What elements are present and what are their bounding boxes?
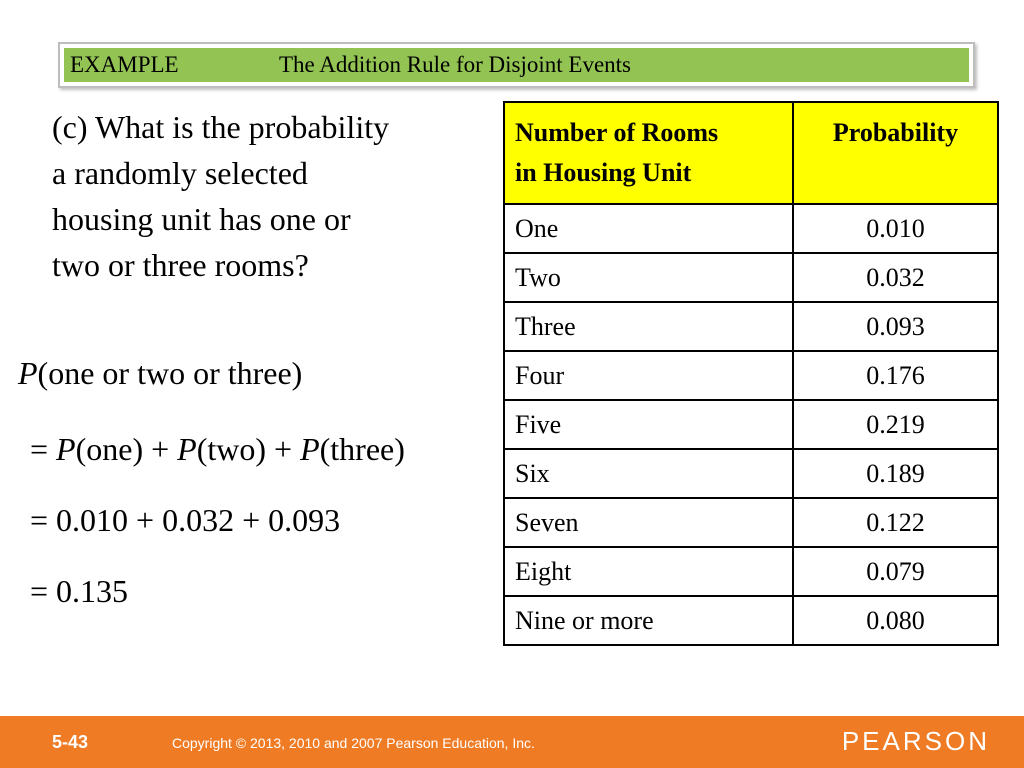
- probability-cell: 0.079: [793, 547, 998, 596]
- table-header-row: [504, 102, 998, 204]
- rooms-cell: Three: [504, 302, 793, 351]
- probability-cell: 0.093: [793, 302, 998, 351]
- probability-cell: 0.219: [793, 400, 998, 449]
- calc-part: (three): [319, 431, 405, 467]
- event-text: (one or two or three): [37, 355, 303, 391]
- rooms-cell: Five: [504, 400, 793, 449]
- question-text: [52, 104, 492, 288]
- table-row: [504, 302, 998, 351]
- prob-symbol: P: [177, 431, 197, 467]
- column-header-rooms: [504, 102, 793, 204]
- table-row: [504, 351, 998, 400]
- table-row: [504, 400, 998, 449]
- prob-symbol: P: [56, 431, 76, 467]
- question-line: housing unit has one or: [52, 201, 351, 237]
- probability-cell: 0.189: [793, 449, 998, 498]
- question-line: two or three rooms?: [52, 247, 309, 283]
- rooms-cell: Eight: [504, 547, 793, 596]
- calc-line-result: = 0.135: [30, 573, 129, 609]
- calc-part: (two) +: [196, 431, 301, 467]
- rooms-cell: Four: [504, 351, 793, 400]
- probability-cell: 0.010: [793, 204, 998, 253]
- prob-symbol: P: [18, 355, 38, 391]
- footer-bar: [0, 716, 1024, 768]
- rooms-cell: Seven: [504, 498, 793, 547]
- column-header-probability: Probability: [793, 102, 998, 204]
- rooms-cell: Six: [504, 449, 793, 498]
- example-banner-fill: [64, 48, 969, 82]
- calc-part: (one) +: [75, 431, 178, 467]
- probability-cell: 0.176: [793, 351, 998, 400]
- table-row: [504, 596, 998, 645]
- table-row: [504, 449, 998, 498]
- copyright-text: Copyright © 2013, 2010 and 2007 Pearson Education, Inc.: [172, 735, 535, 751]
- column-header-line: in Housing Unit: [515, 158, 692, 187]
- rooms-cell: One: [504, 204, 793, 253]
- probability-table: [503, 101, 999, 646]
- example-tag: EXAMPLE: [70, 52, 179, 77]
- rooms-cell: Nine or more: [504, 596, 793, 645]
- table-row: [504, 498, 998, 547]
- calc-part: =: [30, 431, 57, 467]
- calc-line-sum: [30, 431, 405, 468]
- slide-number: 5-43: [52, 732, 89, 752]
- calc-line-event: [18, 355, 302, 392]
- table-row: [504, 547, 998, 596]
- prob-symbol: P: [300, 431, 320, 467]
- probability-cell: 0.122: [793, 498, 998, 547]
- question-line: (c) What is the probability: [52, 109, 390, 145]
- calc-line-values: = 0.010 + 0.032 + 0.093: [30, 502, 341, 538]
- example-title: The Addition Rule for Disjoint Events: [279, 52, 631, 77]
- table-row: [504, 204, 998, 253]
- probability-cell: 0.032: [793, 253, 998, 302]
- rooms-cell: Two: [504, 253, 793, 302]
- pearson-logo: PEARSON: [841, 726, 990, 756]
- column-header-line: Number of Rooms: [515, 118, 719, 147]
- example-banner: [58, 42, 975, 88]
- probability-cell: 0.080: [793, 596, 998, 645]
- table-row: [504, 253, 998, 302]
- question-line: a randomly selected: [52, 155, 308, 191]
